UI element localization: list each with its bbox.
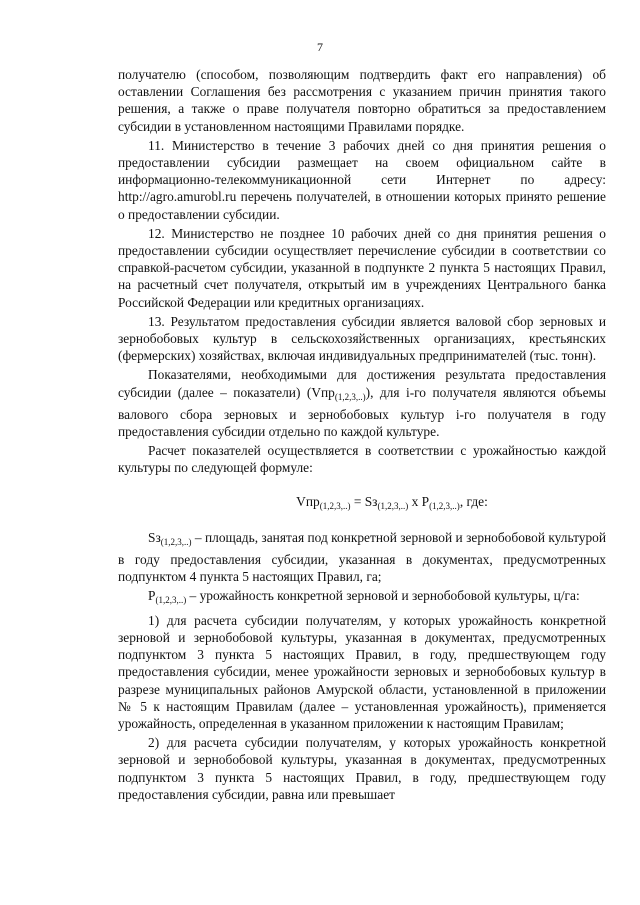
paragraph-12: 12. Министерство не позднее 10 рабочих дней со дня принятия решения о предоставлении субсидии осуществляет перечисление субсидии в соответствии со справкой-расчетом субсидии, указанной в подпункте 2 пункта 5 настоящих Правил, на расчетный счет получателя, открытый им в учреждениях Центрального банка Российской Федерации или кредитных организациях. [118, 225, 606, 310]
paragraph-13: 13. Результатом предоставления субсидии является валовой сбор зерновых и зернобобовых культур в сельскохозяйственных организациях, крестьянских (фермерских) хозяйствах, включая индивидуальных предпринимателей (тыс. тонн). [118, 313, 606, 364]
definition-p [118, 587, 606, 609]
formula-sz: Sз [364, 493, 378, 509]
formula-vpr-sub: (1,2,3,..) [319, 500, 351, 511]
definition-sz-text: – площадь, занятая под конкретной зерновой и зернобобовой культурой в году предоставления субсидии, указанная в документах, предусмотренных подпунктом 4 пункта 5 настоящих Правил, га; [118, 529, 606, 585]
definition-p-symbol: P [148, 588, 156, 604]
list-item-1: 1) для расчета субсидии получателям, у которых урожайность конкретной зерновой и зернобобовой культуры, указанная в документах, предусмотренных подпунктом 3 пункта 5 настоящих Правил, в году, предшествующем году предоставления субсидии, менее урожайности зерновых и зернобобовых культур в разрезе муниципальных районов Амурской области, установленной в приложении № 5 к настоящим Правилам (далее – установленная урожайность), применяется урожайность, определенная в указанном приложении к настоящим Правилам; [118, 612, 606, 731]
indicators-text-after: ), для i-го получателя являются объемы валового сбора зерновых и зернобобовых культур i-го получателя в году предоставления субсидии отдельно по каждой культуре. [118, 384, 606, 440]
document-body [118, 66, 606, 805]
formula-p-sub: (1,2,3,..) [429, 500, 460, 511]
paragraph-continuation: получателю (способом, позволяющим подтвердить факт его направления) об оставлении Соглашения без рассмотрения с указанием причин принятия такого решения, а также о праве получателя повторно обратиться за предоставлением субсидии в установленном настоящими Правилами порядке. [118, 67, 606, 134]
paragraph-calc-intro: Расчет показателей осуществляется в соответствии с урожайностью каждой культуры по следующей формуле: [118, 443, 606, 476]
paragraph-11: 11. Министерство в течение 3 рабочих дней со дня принятия решения о предоставлении субсидии размещает на своем официальном сайте в информационно-телекоммуникационной сети Интернет по адресу: http://agro.amurobl.ru перечень получателей, в отношении которых принято решение о предоставлении субсидии. [118, 137, 606, 222]
formula-sz-sub: (1,2,3,..) [377, 500, 409, 511]
definition-p-text: – урожайность конкретной зерновой и зернобобовой культуры, ц/га: [186, 588, 580, 604]
definition-sz-symbol: Sз [148, 529, 161, 545]
formula-times: x [408, 493, 422, 509]
definition-p-sub: (1,2,3,..) [155, 595, 187, 606]
formula-vpr: Vпр [296, 493, 320, 509]
definition-sz [118, 529, 606, 586]
definition-sz-sub: (1,2,3,..) [160, 536, 192, 547]
formula [118, 493, 606, 515]
indicators-subscript: (1,2,3,..) [334, 391, 366, 402]
paragraph-indicators [118, 366, 606, 440]
formula-p: P [421, 493, 430, 509]
list-item-2: 2) для расчета субсидии получателям, у которых урожайность конкретной зерновой и зернобобовой культуры, указанная в документах, предусмотренных подпунктом 3 пункта 5 настоящих Правил, в году, предшествующем году предоставления субсидии, равна или превышает [118, 735, 606, 802]
page-number: 7 [317, 40, 323, 54]
indicators-text-before: Показателями, необходимыми для достижения результата предоставления субсидии (далее – показатели) (Vпр [118, 367, 606, 400]
formula-eq: = [350, 493, 365, 509]
formula-tail: , где: [459, 493, 488, 509]
